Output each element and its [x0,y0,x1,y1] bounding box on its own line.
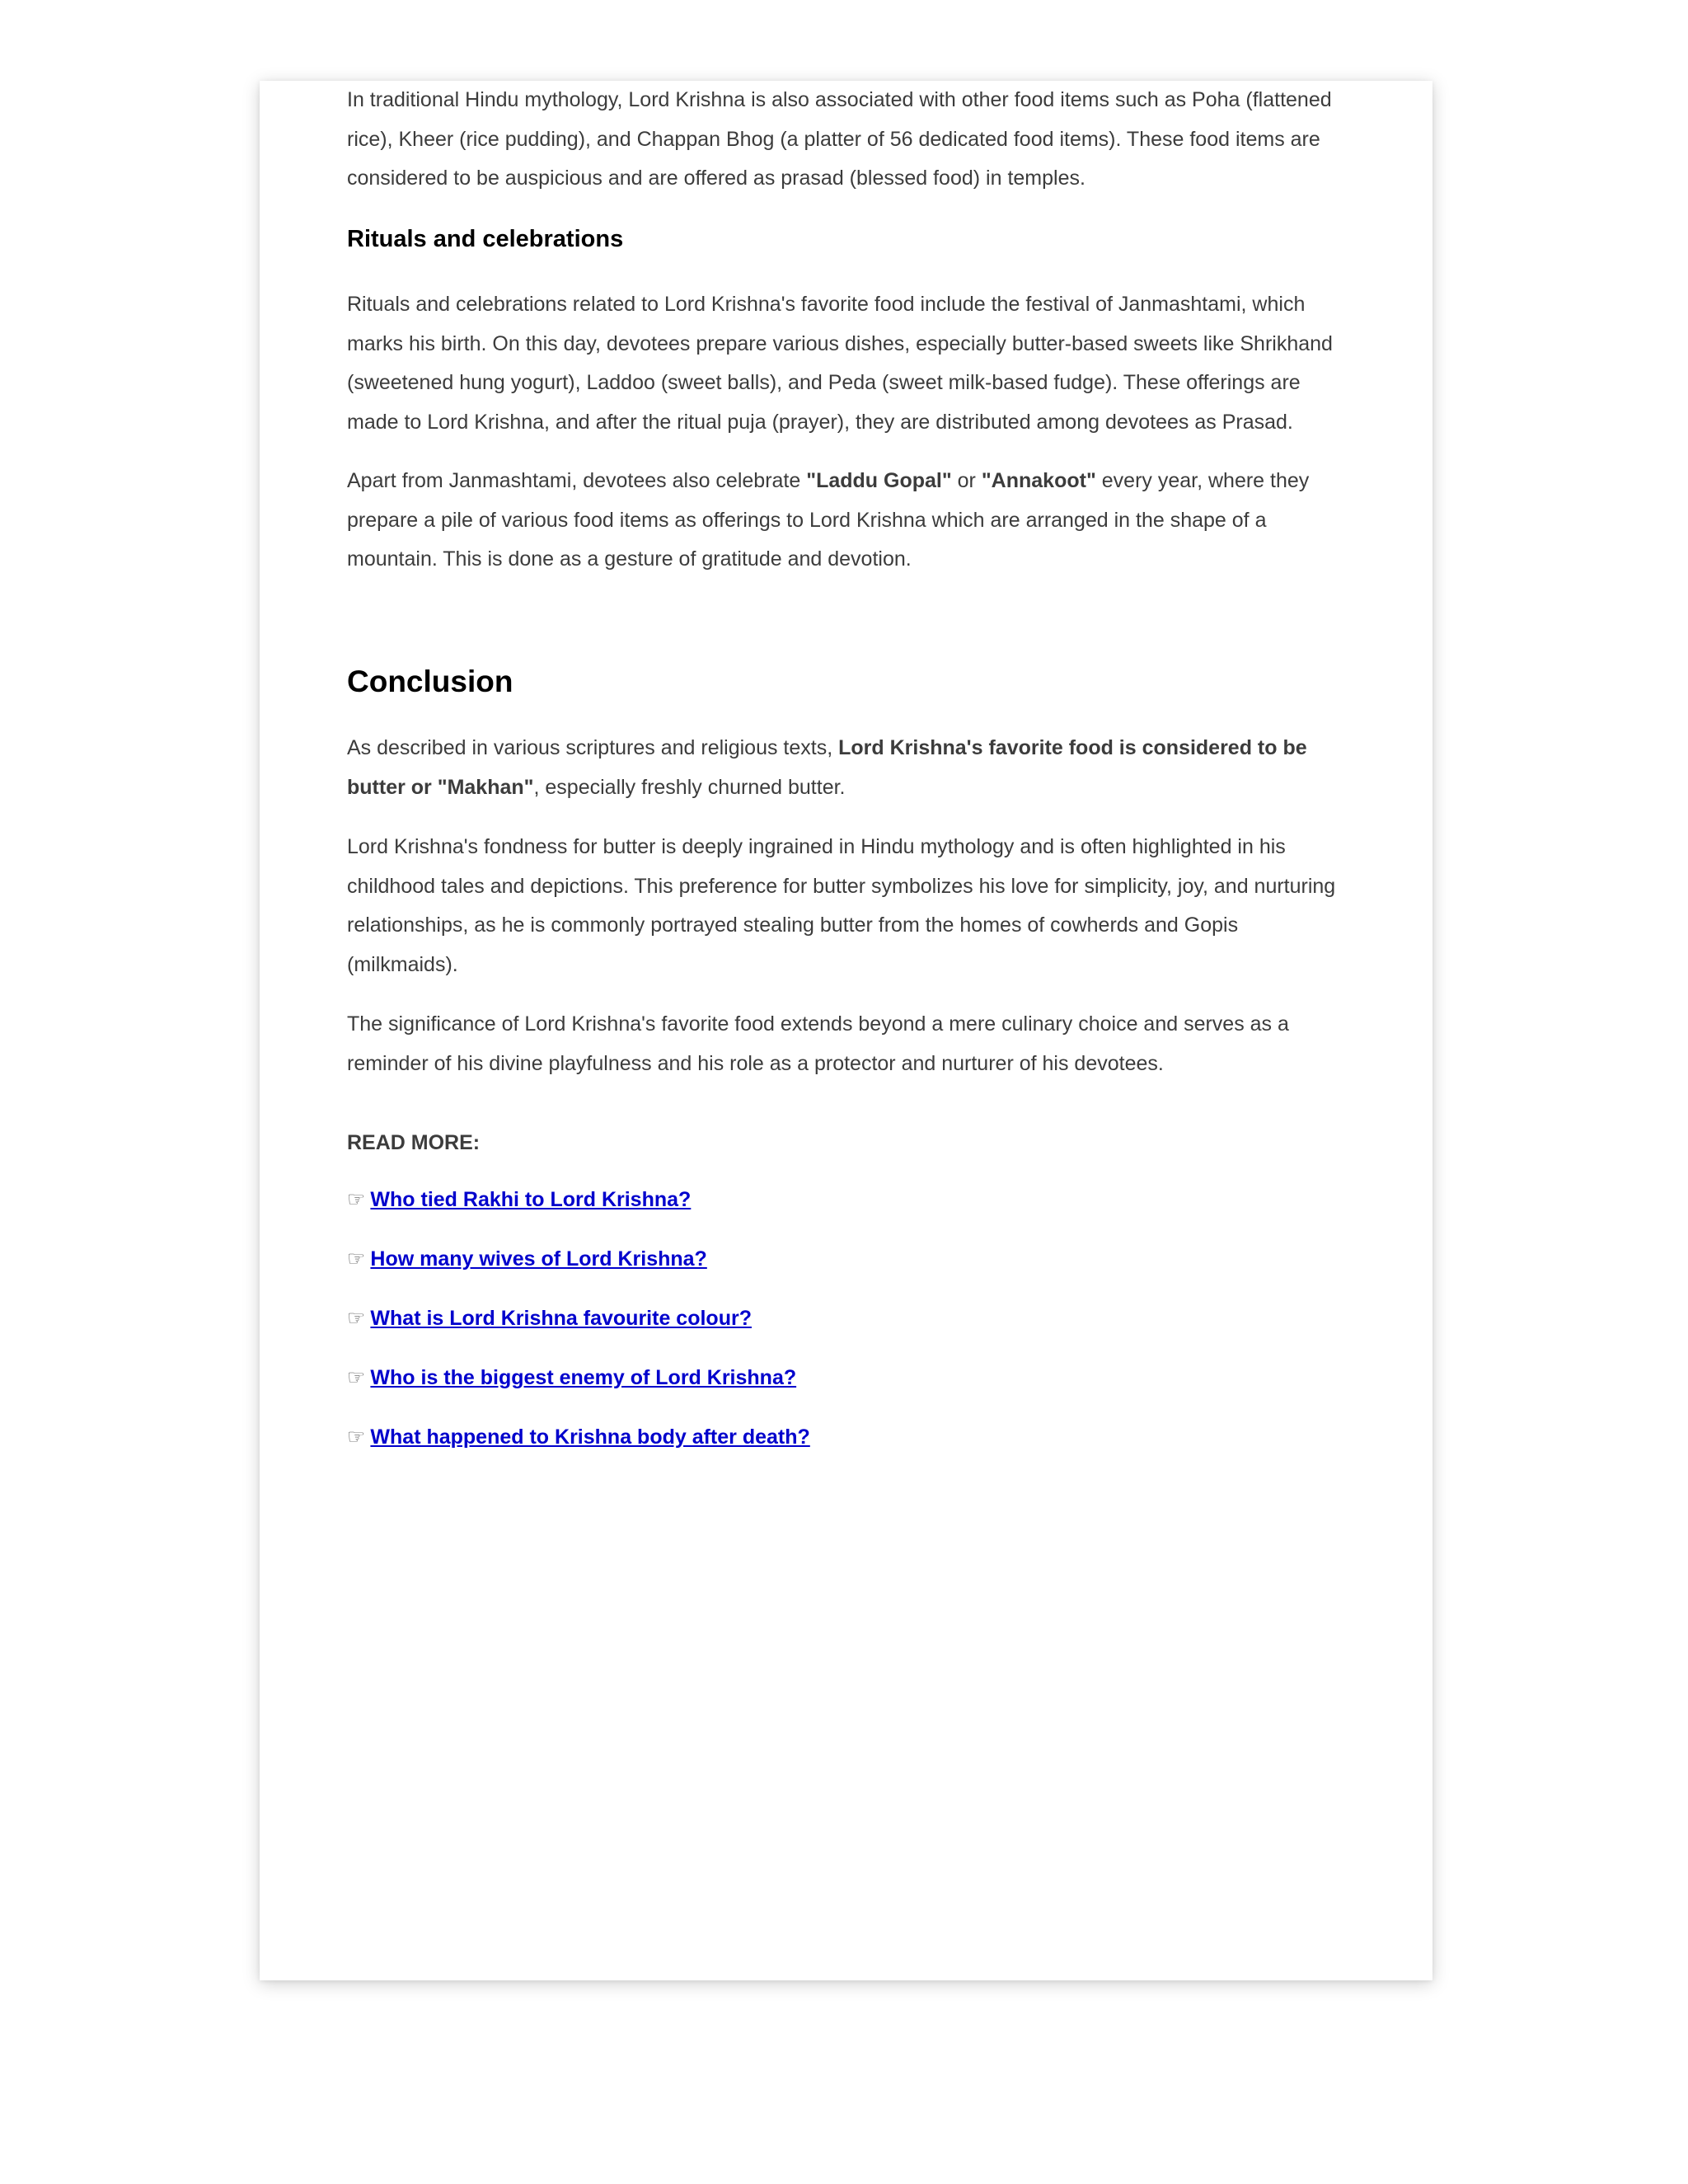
read-more-item [347,1423,810,1451]
conclusion-p1-bold: Lord Krishna's favorite food is considered to be butter or "Makhan" [347,736,1307,799]
conclusion-heading: Conclusion [347,665,513,698]
read-more-item [347,1245,707,1273]
read-more-item [347,1364,796,1392]
conclusion-p1-text-1: As described in various scriptures and religious texts, [347,736,839,759]
intro-paragraph: In traditional Hindu mythology, Lord Krishna is also associated with other food items such as Poha (flattened rice), Kheer (rice pudding), and Chappan Bhog (a platter of 56 dedicated food items). These food items are considered to be auspicious and are offered as prasad (blessed food) in temples. [347,88,1332,190]
rituals-heading: Rituals and celebrations [347,226,624,252]
rituals-p2-text-2: or [951,469,982,492]
rituals-p2-text-1: Apart from Janmashtami, devotees also celebrate [347,469,807,492]
rituals-paragraph-2 [347,462,1348,580]
read-more-link-death[interactable]: What happened to Krishna body after death? [370,1425,810,1449]
annakoot-bold: "Annakoot" [981,469,1096,492]
rituals-paragraph-1: Rituals and celebrations related to Lord Krishna's favorite food include the festival of Janmashtami, which marks his birth. On this day, devotees prepare various dishes, especially butter-based sweets like Shrikhand (sweetened hung yogurt), Laddoo (sweet balls), and Peda (sweet milk-based fudge). These offerings are made to Lord Krishna, and after the ritual puja (prayer), they are distributed among devotees as Prasad. [347,293,1333,434]
pointing-hand-icon: ☞ [347,1247,366,1270]
pointing-hand-icon: ☞ [347,1306,366,1330]
conclusion-p1-text-2: , especially freshly churned butter. [533,775,846,799]
pointing-hand-icon: ☞ [347,1425,366,1449]
read-more-link-enemy[interactable]: Who is the biggest enemy of Lord Krishna? [370,1366,797,1389]
read-more-link-rakhi[interactable]: Who tied Rakhi to Lord Krishna? [370,1188,692,1211]
read-more-item [347,1186,691,1214]
rituals-p2-text-3: every year, where they prepare a pile of various food items as offerings to Lord Krishna which are arranged in the shape of a mountain. This is done as a gesture of gratitude and devotion. [347,469,1310,571]
pointing-hand-icon: ☞ [347,1187,366,1211]
conclusion-paragraph-3: The significance of Lord Krishna's favorite food extends beyond a mere culinary choice and serves as a reminder of his divine playfulness and his role as a protector and nurturer of his devotees. [347,1012,1289,1075]
read-more-link-colour[interactable]: What is Lord Krishna favourite colour? [370,1307,752,1330]
read-more-link-wives[interactable]: How many wives of Lord Krishna? [370,1247,707,1270]
conclusion-paragraph-1 [347,729,1348,807]
read-more-label: READ MORE: [347,1131,481,1154]
read-more-item [347,1304,752,1332]
conclusion-paragraph-2: Lord Krishna's fondness for butter is deeply ingrained in Hindu mythology and is often highlighted in his childhood tales and depictions. This preference for butter symbolizes his love for simplicity, joy, and nurturing relationships, as he is commonly portrayed stealing butter from the homes of cowherds and Gopis (milkmaids). [347,835,1336,976]
pointing-hand-icon: ☞ [347,1365,366,1389]
article-card [260,81,1432,1980]
laddu-gopal-bold: "Laddu Gopal" [806,469,952,492]
